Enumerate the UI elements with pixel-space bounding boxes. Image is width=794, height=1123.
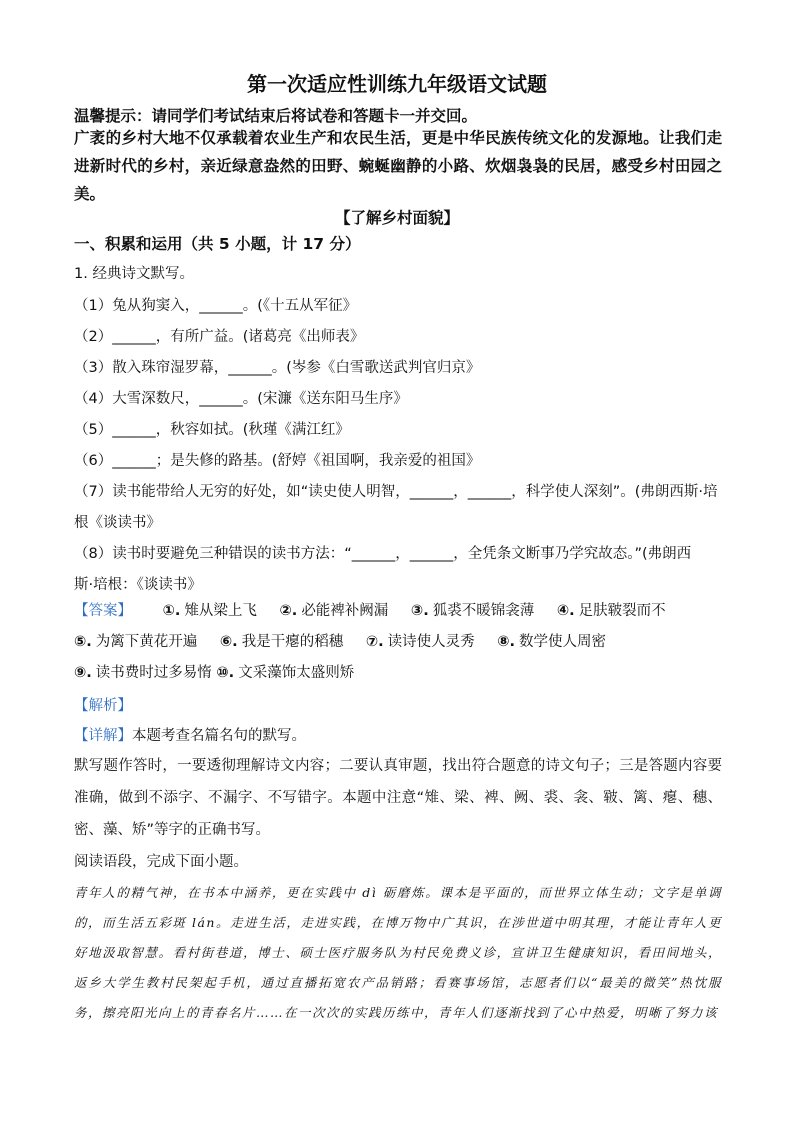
detail-line [74,724,306,745]
question-item: （8）读书时要避免三种错误的读书方法：“______，______，全凭条文断事乃学究故态。”(弗朗西 [74,546,692,562]
reading-passage: 青年人的精气神，在书本中涵养，更在实践中 dì 砺磨炼。课本是平面的，而世界立体生动；文字是单调的，而生活五彩斑 lán。走进生活，走进实践，在博万物中广其识，在涉世道中明其理，才能让青年人更好地汲取智慧。看村街巷道，博士、硕士医疗服务队为村民免费义诊，宣讲卫生健康知识，看田间地头，返乡大学生教村民架起手机，通过直播拓宽农产品销路；看赛事场馆，志愿者们以“最美的微笑”热忱服务，擦亮阳光向上的青春名片……在一次次的实践历练中，青年人们逐渐找到了心中热爱，明晰了努力该 [74,885,722,1020]
question-item: （7）读书能带给人无穷的好处，如“读史使人明智，______，______，科学使人深刻”。(弗朗西斯·培 [74,484,718,500]
question-item: （3）散入珠帘湿罗幕，______。(岑参《白雪歌送武判官归京》 [74,360,481,376]
analysis-label: 【解析】 [74,698,132,714]
detail-label: 【详解】 [74,728,132,744]
answer-item: ②. 必能裨补阙漏 [279,603,389,619]
answer-item: ⑨. 读书费时过多易惰 [74,665,212,681]
answer-item: ⑩. 文采藻饰太盛则矫 [216,665,355,681]
part-heading: 一、积累和运用（共 5 小题，计 17 分） [74,235,361,253]
question-item: （2）______，有所广益。(诸葛亮《出师表》 [74,329,365,345]
question-item: 根《谈读书》 [74,515,161,531]
question-item: 斯·培根：《谈读书》 [74,577,202,593]
intro-paragraph: 广袤的乡村大地不仅承载着农业生产和农民生活，更是中华民族传统文化的发源地。让我们走进新时代的乡村，亲近绿意盎然的田野、蜿蜒幽静的小路、炊烟袅袅的民居，感受乡村田园之美。 [74,129,722,203]
answer-item: ④. 足肤皲裂而不 [556,603,666,619]
section-heading: 【了解乡村面貌】 [334,209,459,227]
warm-tip: 温馨提示：请同学们考试结束后将试卷和答题卡一并交回。 [74,107,478,125]
page-title: 第一次适应性训练九年级语文试题 [247,72,547,96]
answer-item: ⑥. 我是干瘪的稻穗 [219,634,344,650]
answer-item: ①. 雉从梁上飞 [162,603,257,619]
answer-item: ⑦. 读诗使人灵秀 [365,634,475,650]
reading-prompt: 阅读语段，完成下面小题。 [74,854,248,870]
question-item: （5）______，秋容如拭。(秋瑾《满江红》 [74,422,350,438]
question-item: （6）______；是失修的路基。(舒婷《祖国啊，我亲爱的祖国》 [74,453,481,469]
answer-block [74,596,724,689]
question-item: （4）大雪深数尺，______。(宋濂《送东阳马生序》 [74,391,408,407]
question-item: （1）兔从狗窦入，______。(《十五从军征》 [74,298,358,314]
answer-item: ⑧. 数学使人周密 [497,634,607,650]
answer-item: ③. 狐裘不暖锦衾薄 [410,603,535,619]
question-1-title: 1. 经典诗文默写。 [74,266,194,282]
detail-text: 本题考查名篇名句的默写。 [132,728,306,744]
explain-paragraph: 默写题作答时，一要透彻理解诗文内容；二要认真审题，找出符合题意的诗文句子；三是答题内容要准确，做到不添字、不漏字、不写错字。本题中注意“雉、梁、裨、阙、裘、衾、皲、篱、瘪、穗、密、藻、矫”等字的正确书写。 [74,758,722,838]
answer-item: ⑤. 为篱下黄花开遍 [74,634,198,650]
answer-label: 【答案】 [74,603,132,619]
